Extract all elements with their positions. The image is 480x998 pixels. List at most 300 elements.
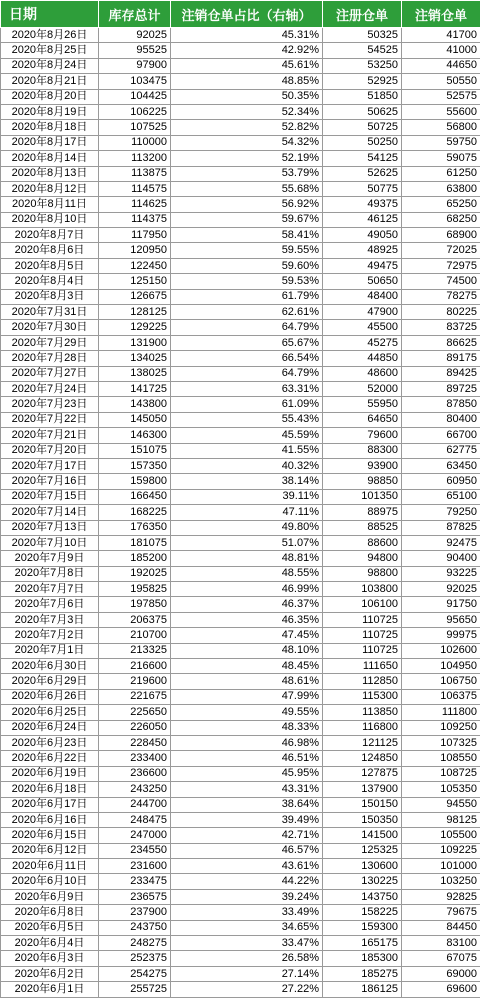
cell-date: 2020年7月7日: [1, 582, 99, 597]
cell-cancel-ratio: 61.79%: [171, 289, 323, 304]
cell-cancel-ratio: 48.81%: [171, 551, 323, 566]
cell-total-inventory: 151075: [99, 443, 171, 458]
cell-cancel-ratio: 64.79%: [171, 366, 323, 381]
cell-cancelled-receipts: 89425: [402, 366, 480, 381]
cell-cancel-ratio: 46.57%: [171, 843, 323, 858]
cell-cancelled-receipts: 86625: [402, 335, 480, 350]
table-row: [1, 104, 480, 119]
cell-date: 2020年7月21日: [1, 428, 99, 443]
cell-registered-receipts: 44850: [323, 351, 402, 366]
cell-total-inventory: 233475: [99, 874, 171, 889]
cell-cancelled-receipts: 55600: [402, 104, 480, 119]
cell-cancel-ratio: 38.14%: [171, 474, 323, 489]
header-row: [1, 1, 480, 28]
cell-cancel-ratio: 39.24%: [171, 889, 323, 904]
cell-total-inventory: 168225: [99, 505, 171, 520]
cell-date: 2020年6月26日: [1, 689, 99, 704]
table-row: [1, 428, 480, 443]
table-row: [1, 243, 480, 258]
cell-total-inventory: 131900: [99, 335, 171, 350]
cell-cancel-ratio: 51.07%: [171, 535, 323, 550]
cell-date: 2020年6月8日: [1, 905, 99, 920]
cell-total-inventory: 233400: [99, 751, 171, 766]
cell-cancel-ratio: 55.68%: [171, 181, 323, 196]
cell-date: 2020年8月21日: [1, 74, 99, 89]
cell-total-inventory: 141725: [99, 381, 171, 396]
cell-total-inventory: 243750: [99, 920, 171, 935]
table-row: [1, 643, 480, 658]
cell-date: 2020年8月26日: [1, 28, 99, 43]
cell-registered-receipts: 48400: [323, 289, 402, 304]
cell-total-inventory: 114625: [99, 197, 171, 212]
cell-date: 2020年6月22日: [1, 751, 99, 766]
cell-cancelled-receipts: 84450: [402, 920, 480, 935]
cell-cancel-ratio: 61.09%: [171, 397, 323, 412]
table-row: [1, 951, 480, 966]
cell-total-inventory: 114575: [99, 181, 171, 196]
cell-cancel-ratio: 62.61%: [171, 305, 323, 320]
cell-date: 2020年7月28日: [1, 351, 99, 366]
cell-registered-receipts: 185300: [323, 951, 402, 966]
cell-registered-receipts: 103800: [323, 582, 402, 597]
table-row: [1, 166, 480, 181]
cell-date: 2020年8月18日: [1, 120, 99, 135]
table-row: [1, 874, 480, 889]
cell-date: 2020年7月20日: [1, 443, 99, 458]
cell-total-inventory: 113200: [99, 151, 171, 166]
cell-registered-receipts: 52625: [323, 166, 402, 181]
cell-total-inventory: 192025: [99, 566, 171, 581]
cell-total-inventory: 195825: [99, 582, 171, 597]
cell-date: 2020年7月16日: [1, 474, 99, 489]
cell-total-inventory: 216600: [99, 659, 171, 674]
cell-date: 2020年8月24日: [1, 58, 99, 73]
cell-cancel-ratio: 59.55%: [171, 243, 323, 258]
cell-registered-receipts: 88300: [323, 443, 402, 458]
cell-total-inventory: 226050: [99, 720, 171, 735]
table-row: [1, 381, 480, 396]
cell-date: 2020年7月30日: [1, 320, 99, 335]
cell-cancel-ratio: 44.22%: [171, 874, 323, 889]
cell-date: 2020年6月4日: [1, 936, 99, 951]
cell-registered-receipts: 93900: [323, 458, 402, 473]
cell-date: 2020年7月13日: [1, 520, 99, 535]
cell-cancel-ratio: 45.59%: [171, 428, 323, 443]
cell-cancel-ratio: 49.55%: [171, 705, 323, 720]
cell-total-inventory: 254275: [99, 966, 171, 981]
cell-cancel-ratio: 33.49%: [171, 905, 323, 920]
cell-date: 2020年8月19日: [1, 104, 99, 119]
cell-cancelled-receipts: 94550: [402, 797, 480, 812]
table-row: [1, 412, 480, 427]
cell-cancelled-receipts: 104950: [402, 659, 480, 674]
table-row: [1, 443, 480, 458]
cell-total-inventory: 106225: [99, 104, 171, 119]
cell-date: 2020年6月23日: [1, 735, 99, 750]
cell-registered-receipts: 48925: [323, 243, 402, 258]
cell-date: 2020年8月25日: [1, 43, 99, 58]
table-row: [1, 720, 480, 735]
cell-cancelled-receipts: 109250: [402, 720, 480, 735]
cell-registered-receipts: 46125: [323, 212, 402, 227]
cell-date: 2020年8月11日: [1, 197, 99, 212]
table-row: [1, 228, 480, 243]
header-cancel-ratio: 注销仓单占比（右轴）: [171, 1, 323, 28]
cell-total-inventory: 92025: [99, 28, 171, 43]
cell-registered-receipts: 94800: [323, 551, 402, 566]
cell-date: 2020年7月8日: [1, 566, 99, 581]
cell-cancelled-receipts: 91750: [402, 597, 480, 612]
cell-cancelled-receipts: 56800: [402, 120, 480, 135]
cell-cancel-ratio: 52.19%: [171, 151, 323, 166]
cell-date: 2020年6月29日: [1, 674, 99, 689]
cell-cancel-ratio: 43.61%: [171, 859, 323, 874]
table-row: [1, 566, 480, 581]
cell-total-inventory: 243250: [99, 782, 171, 797]
cell-cancelled-receipts: 60950: [402, 474, 480, 489]
cell-registered-receipts: 64650: [323, 412, 402, 427]
cell-cancelled-receipts: 68250: [402, 212, 480, 227]
cell-total-inventory: 236600: [99, 766, 171, 781]
cell-registered-receipts: 158225: [323, 905, 402, 920]
cell-registered-receipts: 50325: [323, 28, 402, 43]
cell-registered-receipts: 113850: [323, 705, 402, 720]
cell-cancelled-receipts: 59075: [402, 151, 480, 166]
cell-registered-receipts: 53250: [323, 58, 402, 73]
table-row: [1, 458, 480, 473]
cell-cancelled-receipts: 87850: [402, 397, 480, 412]
cell-total-inventory: 97900: [99, 58, 171, 73]
table-row: [1, 659, 480, 674]
cell-total-inventory: 128125: [99, 305, 171, 320]
cell-cancelled-receipts: 98125: [402, 812, 480, 827]
cell-cancel-ratio: 48.10%: [171, 643, 323, 658]
cell-total-inventory: 110000: [99, 135, 171, 150]
cell-registered-receipts: 110725: [323, 628, 402, 643]
cell-date: 2020年7月14日: [1, 505, 99, 520]
header-cancelled-receipts: 注销仓单: [402, 1, 480, 28]
cell-registered-receipts: 49475: [323, 258, 402, 273]
cell-total-inventory: 134025: [99, 351, 171, 366]
cell-cancel-ratio: 63.31%: [171, 381, 323, 396]
table-row: [1, 366, 480, 381]
cell-cancelled-receipts: 92475: [402, 535, 480, 550]
cell-registered-receipts: 137900: [323, 782, 402, 797]
cell-cancelled-receipts: 63800: [402, 181, 480, 196]
cell-registered-receipts: 88600: [323, 535, 402, 550]
cell-cancelled-receipts: 105500: [402, 828, 480, 843]
cell-date: 2020年6月5日: [1, 920, 99, 935]
cell-cancel-ratio: 27.22%: [171, 982, 323, 997]
cell-cancelled-receipts: 99975: [402, 628, 480, 643]
cell-cancel-ratio: 43.31%: [171, 782, 323, 797]
cell-cancelled-receipts: 83725: [402, 320, 480, 335]
table-row: [1, 936, 480, 951]
cell-cancel-ratio: 46.37%: [171, 597, 323, 612]
cell-cancelled-receipts: 107325: [402, 735, 480, 750]
cell-registered-receipts: 54525: [323, 43, 402, 58]
cell-cancelled-receipts: 72025: [402, 243, 480, 258]
cell-date: 2020年6月19日: [1, 766, 99, 781]
cell-total-inventory: 146300: [99, 428, 171, 443]
cell-cancel-ratio: 59.53%: [171, 274, 323, 289]
cell-registered-receipts: 165175: [323, 936, 402, 951]
cell-total-inventory: 114375: [99, 212, 171, 227]
cell-total-inventory: 126675: [99, 289, 171, 304]
cell-registered-receipts: 50775: [323, 181, 402, 196]
cell-date: 2020年8月12日: [1, 181, 99, 196]
cell-cancel-ratio: 50.35%: [171, 89, 323, 104]
cell-registered-receipts: 52925: [323, 74, 402, 89]
cell-cancel-ratio: 53.79%: [171, 166, 323, 181]
cell-cancelled-receipts: 67075: [402, 951, 480, 966]
table-row: [1, 705, 480, 720]
cell-registered-receipts: 143750: [323, 889, 402, 904]
table-row: [1, 751, 480, 766]
cell-cancel-ratio: 66.54%: [171, 351, 323, 366]
cell-date: 2020年7月3日: [1, 612, 99, 627]
cell-registered-receipts: 48600: [323, 366, 402, 381]
cell-total-inventory: 197850: [99, 597, 171, 612]
cell-cancelled-receipts: 109225: [402, 843, 480, 858]
cell-total-inventory: 185200: [99, 551, 171, 566]
cell-total-inventory: 252375: [99, 951, 171, 966]
cell-cancel-ratio: 46.99%: [171, 582, 323, 597]
cell-total-inventory: 225650: [99, 705, 171, 720]
cell-registered-receipts: 50725: [323, 120, 402, 135]
cell-cancel-ratio: 46.51%: [171, 751, 323, 766]
cell-date: 2020年7月2日: [1, 628, 99, 643]
cell-total-inventory: 143800: [99, 397, 171, 412]
cell-total-inventory: 213325: [99, 643, 171, 658]
cell-cancel-ratio: 52.82%: [171, 120, 323, 135]
cell-registered-receipts: 49050: [323, 228, 402, 243]
table-row: [1, 212, 480, 227]
cell-cancel-ratio: 54.32%: [171, 135, 323, 150]
cell-date: 2020年6月30日: [1, 659, 99, 674]
cell-cancel-ratio: 48.55%: [171, 566, 323, 581]
cell-cancelled-receipts: 69000: [402, 966, 480, 981]
cell-cancelled-receipts: 83100: [402, 936, 480, 951]
table-row: [1, 766, 480, 781]
cell-cancelled-receipts: 61250: [402, 166, 480, 181]
cell-cancelled-receipts: 92825: [402, 889, 480, 904]
cell-cancelled-receipts: 52575: [402, 89, 480, 104]
table-row: [1, 258, 480, 273]
cell-cancelled-receipts: 101000: [402, 859, 480, 874]
table-row: [1, 859, 480, 874]
cell-registered-receipts: 50650: [323, 274, 402, 289]
cell-registered-receipts: 185275: [323, 966, 402, 981]
cell-cancelled-receipts: 65250: [402, 197, 480, 212]
cell-registered-receipts: 159300: [323, 920, 402, 935]
cell-cancelled-receipts: 41000: [402, 43, 480, 58]
cell-total-inventory: 244700: [99, 797, 171, 812]
cell-date: 2020年6月24日: [1, 720, 99, 735]
cell-cancel-ratio: 65.67%: [171, 335, 323, 350]
cell-registered-receipts: 55950: [323, 397, 402, 412]
table-row: [1, 612, 480, 627]
table-row: [1, 335, 480, 350]
table-row: [1, 782, 480, 797]
cell-total-inventory: 221675: [99, 689, 171, 704]
cell-total-inventory: 103475: [99, 74, 171, 89]
cell-cancel-ratio: 48.61%: [171, 674, 323, 689]
cell-date: 2020年6月17日: [1, 797, 99, 812]
cell-total-inventory: 210700: [99, 628, 171, 643]
header-registered-receipts: 注册仓单: [323, 1, 402, 28]
cell-registered-receipts: 50625: [323, 104, 402, 119]
cell-registered-receipts: 88525: [323, 520, 402, 535]
cell-date: 2020年6月15日: [1, 828, 99, 843]
cell-total-inventory: 157350: [99, 458, 171, 473]
cell-cancelled-receipts: 62775: [402, 443, 480, 458]
cell-registered-receipts: 54125: [323, 151, 402, 166]
cell-registered-receipts: 124850: [323, 751, 402, 766]
cell-total-inventory: 95525: [99, 43, 171, 58]
cell-cancel-ratio: 26.58%: [171, 951, 323, 966]
cell-registered-receipts: 121125: [323, 735, 402, 750]
cell-date: 2020年7月10日: [1, 535, 99, 550]
cell-date: 2020年8月4日: [1, 274, 99, 289]
cell-cancelled-receipts: 89725: [402, 381, 480, 396]
table-row: [1, 520, 480, 535]
cell-total-inventory: 236575: [99, 889, 171, 904]
cell-registered-receipts: 49375: [323, 197, 402, 212]
cell-registered-receipts: 51850: [323, 89, 402, 104]
table-row: [1, 843, 480, 858]
cell-cancelled-receipts: 90400: [402, 551, 480, 566]
header-total-inventory: 库存总计: [99, 1, 171, 28]
cell-registered-receipts: 45500: [323, 320, 402, 335]
cell-cancelled-receipts: 78275: [402, 289, 480, 304]
cell-date: 2020年8月3日: [1, 289, 99, 304]
cell-date: 2020年6月1日: [1, 982, 99, 997]
cell-cancelled-receipts: 69600: [402, 982, 480, 997]
cell-total-inventory: 255725: [99, 982, 171, 997]
cell-total-inventory: 104425: [99, 89, 171, 104]
cell-total-inventory: 237900: [99, 905, 171, 920]
table-header: [1, 1, 480, 28]
table-row: [1, 535, 480, 550]
cell-date: 2020年6月11日: [1, 859, 99, 874]
cell-registered-receipts: 52000: [323, 381, 402, 396]
cell-cancelled-receipts: 95650: [402, 612, 480, 627]
cell-cancelled-receipts: 105350: [402, 782, 480, 797]
table-row: [1, 151, 480, 166]
table-row: [1, 120, 480, 135]
cell-registered-receipts: 106100: [323, 597, 402, 612]
cell-cancelled-receipts: 80225: [402, 305, 480, 320]
cell-total-inventory: 234550: [99, 843, 171, 858]
cell-cancelled-receipts: 66700: [402, 428, 480, 443]
cell-cancelled-receipts: 89175: [402, 351, 480, 366]
table-row: [1, 305, 480, 320]
cell-cancel-ratio: 27.14%: [171, 966, 323, 981]
cell-cancelled-receipts: 106375: [402, 689, 480, 704]
table-row: [1, 905, 480, 920]
cell-cancel-ratio: 40.32%: [171, 458, 323, 473]
cell-cancelled-receipts: 92025: [402, 582, 480, 597]
cell-cancel-ratio: 64.79%: [171, 320, 323, 335]
cell-total-inventory: 247000: [99, 828, 171, 843]
cell-cancel-ratio: 46.35%: [171, 612, 323, 627]
cell-cancelled-receipts: 63450: [402, 458, 480, 473]
cell-total-inventory: 231600: [99, 859, 171, 874]
cell-cancelled-receipts: 108550: [402, 751, 480, 766]
cell-cancel-ratio: 47.99%: [171, 689, 323, 704]
cell-registered-receipts: 47900: [323, 305, 402, 320]
cell-total-inventory: 138025: [99, 366, 171, 381]
cell-cancel-ratio: 55.43%: [171, 412, 323, 427]
cell-total-inventory: 113875: [99, 166, 171, 181]
table-row: [1, 351, 480, 366]
cell-registered-receipts: 186125: [323, 982, 402, 997]
table-row: [1, 89, 480, 104]
cell-cancel-ratio: 45.95%: [171, 766, 323, 781]
cell-registered-receipts: 101350: [323, 489, 402, 504]
table-row: [1, 551, 480, 566]
cell-cancel-ratio: 45.61%: [171, 58, 323, 73]
table-row: [1, 812, 480, 827]
cell-registered-receipts: 112850: [323, 674, 402, 689]
cell-cancel-ratio: 38.64%: [171, 797, 323, 812]
cell-cancel-ratio: 49.80%: [171, 520, 323, 535]
cell-cancelled-receipts: 87825: [402, 520, 480, 535]
cell-total-inventory: 107525: [99, 120, 171, 135]
table-row: [1, 797, 480, 812]
table-row: [1, 74, 480, 89]
table-row: [1, 28, 480, 43]
cell-date: 2020年7月1日: [1, 643, 99, 658]
table-row: [1, 197, 480, 212]
table-row: [1, 135, 480, 150]
cell-cancel-ratio: 34.65%: [171, 920, 323, 935]
table-row: [1, 505, 480, 520]
cell-cancel-ratio: 47.45%: [171, 628, 323, 643]
table-row: [1, 674, 480, 689]
cell-cancel-ratio: 48.33%: [171, 720, 323, 735]
cell-date: 2020年6月3日: [1, 951, 99, 966]
table-row: [1, 628, 480, 643]
cell-date: 2020年7月31日: [1, 305, 99, 320]
cell-cancel-ratio: 46.98%: [171, 735, 323, 750]
cell-total-inventory: 159800: [99, 474, 171, 489]
cell-registered-receipts: 88975: [323, 505, 402, 520]
cell-date: 2020年7月9日: [1, 551, 99, 566]
cell-cancel-ratio: 42.71%: [171, 828, 323, 843]
table-row: [1, 597, 480, 612]
table-body: [1, 28, 480, 998]
cell-cancel-ratio: 56.92%: [171, 197, 323, 212]
cell-date: 2020年7月27日: [1, 366, 99, 381]
cell-cancel-ratio: 33.47%: [171, 936, 323, 951]
cell-cancel-ratio: 45.31%: [171, 28, 323, 43]
cell-cancel-ratio: 52.34%: [171, 104, 323, 119]
cell-total-inventory: 248475: [99, 812, 171, 827]
cell-cancel-ratio: 39.49%: [171, 812, 323, 827]
table-row: [1, 320, 480, 335]
cell-cancel-ratio: 48.85%: [171, 74, 323, 89]
cell-date: 2020年7月29日: [1, 335, 99, 350]
cell-total-inventory: 176350: [99, 520, 171, 535]
cell-cancelled-receipts: 68900: [402, 228, 480, 243]
cell-date: 2020年8月17日: [1, 135, 99, 150]
cell-cancelled-receipts: 93225: [402, 566, 480, 581]
cell-cancelled-receipts: 65100: [402, 489, 480, 504]
cell-cancelled-receipts: 72975: [402, 258, 480, 273]
cell-date: 2020年7月24日: [1, 381, 99, 396]
